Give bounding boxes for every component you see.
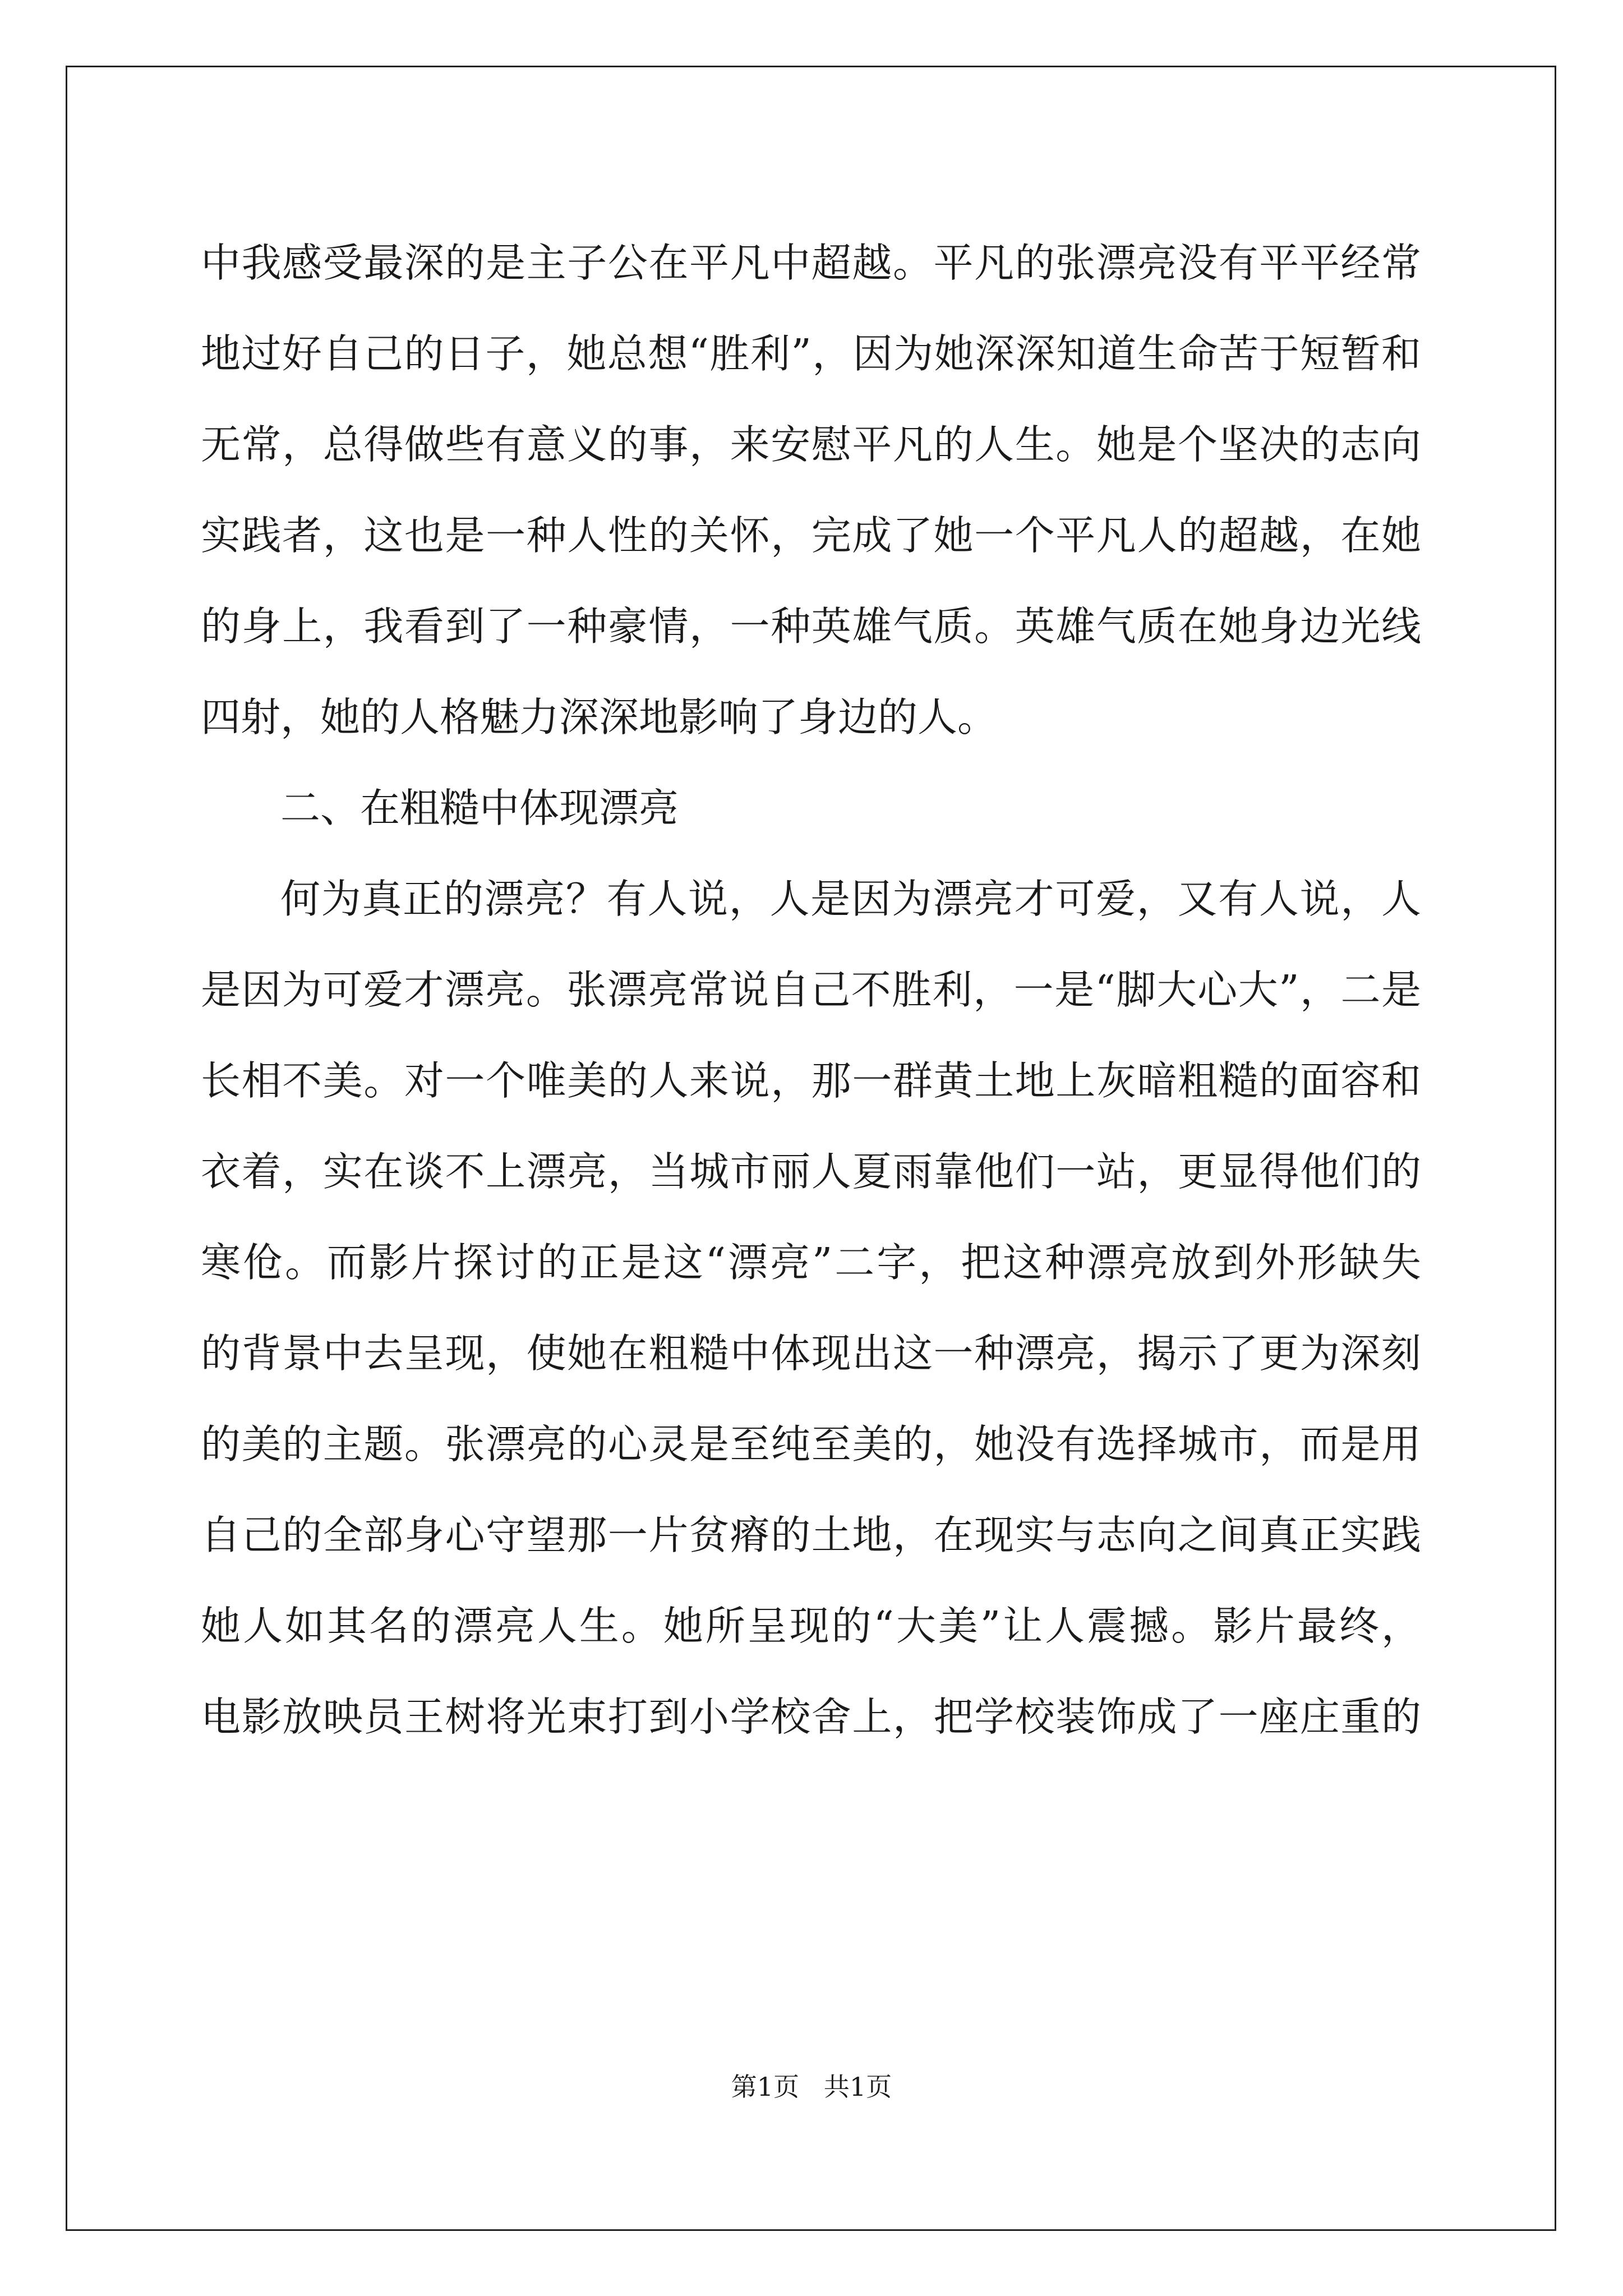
body-line-8: 何为真正的漂亮？有人说，人是因为漂亮才可爱，又有人说，人 [280, 876, 1421, 922]
body-line-12: 寒伧。而影片探讨的正是这“漂亮”二字，把这种漂亮放到外形缺失 [201, 1239, 1421, 1286]
body-line-16: 她人如其名的漂亮人生。她所呈现的“大美”让人震撼。影片最终， [201, 1603, 1421, 1649]
body-line-14: 的美的主题。张漂亮的心灵是至纯至美的，她没有选择城市，而是用 [201, 1421, 1421, 1467]
page-footer: 第1页 共1页 [731, 2072, 892, 2102]
body-line-5: 的身上，我看到了一种豪情，一种英雄气质。英雄气质在她身边光线 [201, 603, 1421, 650]
body-line-9: 是因为可爱才漂亮。张漂亮常说自己不胜利，一是“脚大心大”，二是 [201, 967, 1421, 1013]
body-line-15: 自己的全部身心守望那一片贫瘠的土地，在现实与志向之间真正实践 [201, 1512, 1421, 1558]
section-heading: 二、在粗糙中体现漂亮 [280, 785, 679, 831]
body-line-4: 实践者，这也是一种人性的关怀，完成了她一个平凡人的超越，在她 [201, 512, 1421, 559]
body-line-3: 无常，总得做些有意义的事，来安慰平凡的人生。她是个坚决的志向 [201, 421, 1421, 468]
body-line-6: 四射，她的人格魅力深深地影响了身边的人。 [201, 694, 998, 740]
body-line-17: 电影放映员王树将光束打到小学校舍上，把学校装饰成了一座庄重的 [201, 1694, 1421, 1740]
document-body [201, 218, 1421, 1763]
body-line-1: 中我感受最深的是主子公在平凡中超越。平凡的张漂亮没有平平经常 [201, 240, 1421, 286]
body-line-10: 长相不美。对一个唯美的人来说，那一群黄土地上灰暗粗糙的面容和 [201, 1057, 1421, 1104]
body-line-11: 衣着，实在谈不上漂亮，当城市丽人夏雨靠他们一站，更显得他们的 [201, 1148, 1421, 1195]
body-line-2: 地过好自己的日子，她总想“胜利”，因为她深深知道生命苦于短暂和 [201, 330, 1421, 377]
body-line-13: 的背景中去呈现，使她在粗糙中体现出这一种漂亮，揭示了更为深刻 [201, 1330, 1421, 1377]
